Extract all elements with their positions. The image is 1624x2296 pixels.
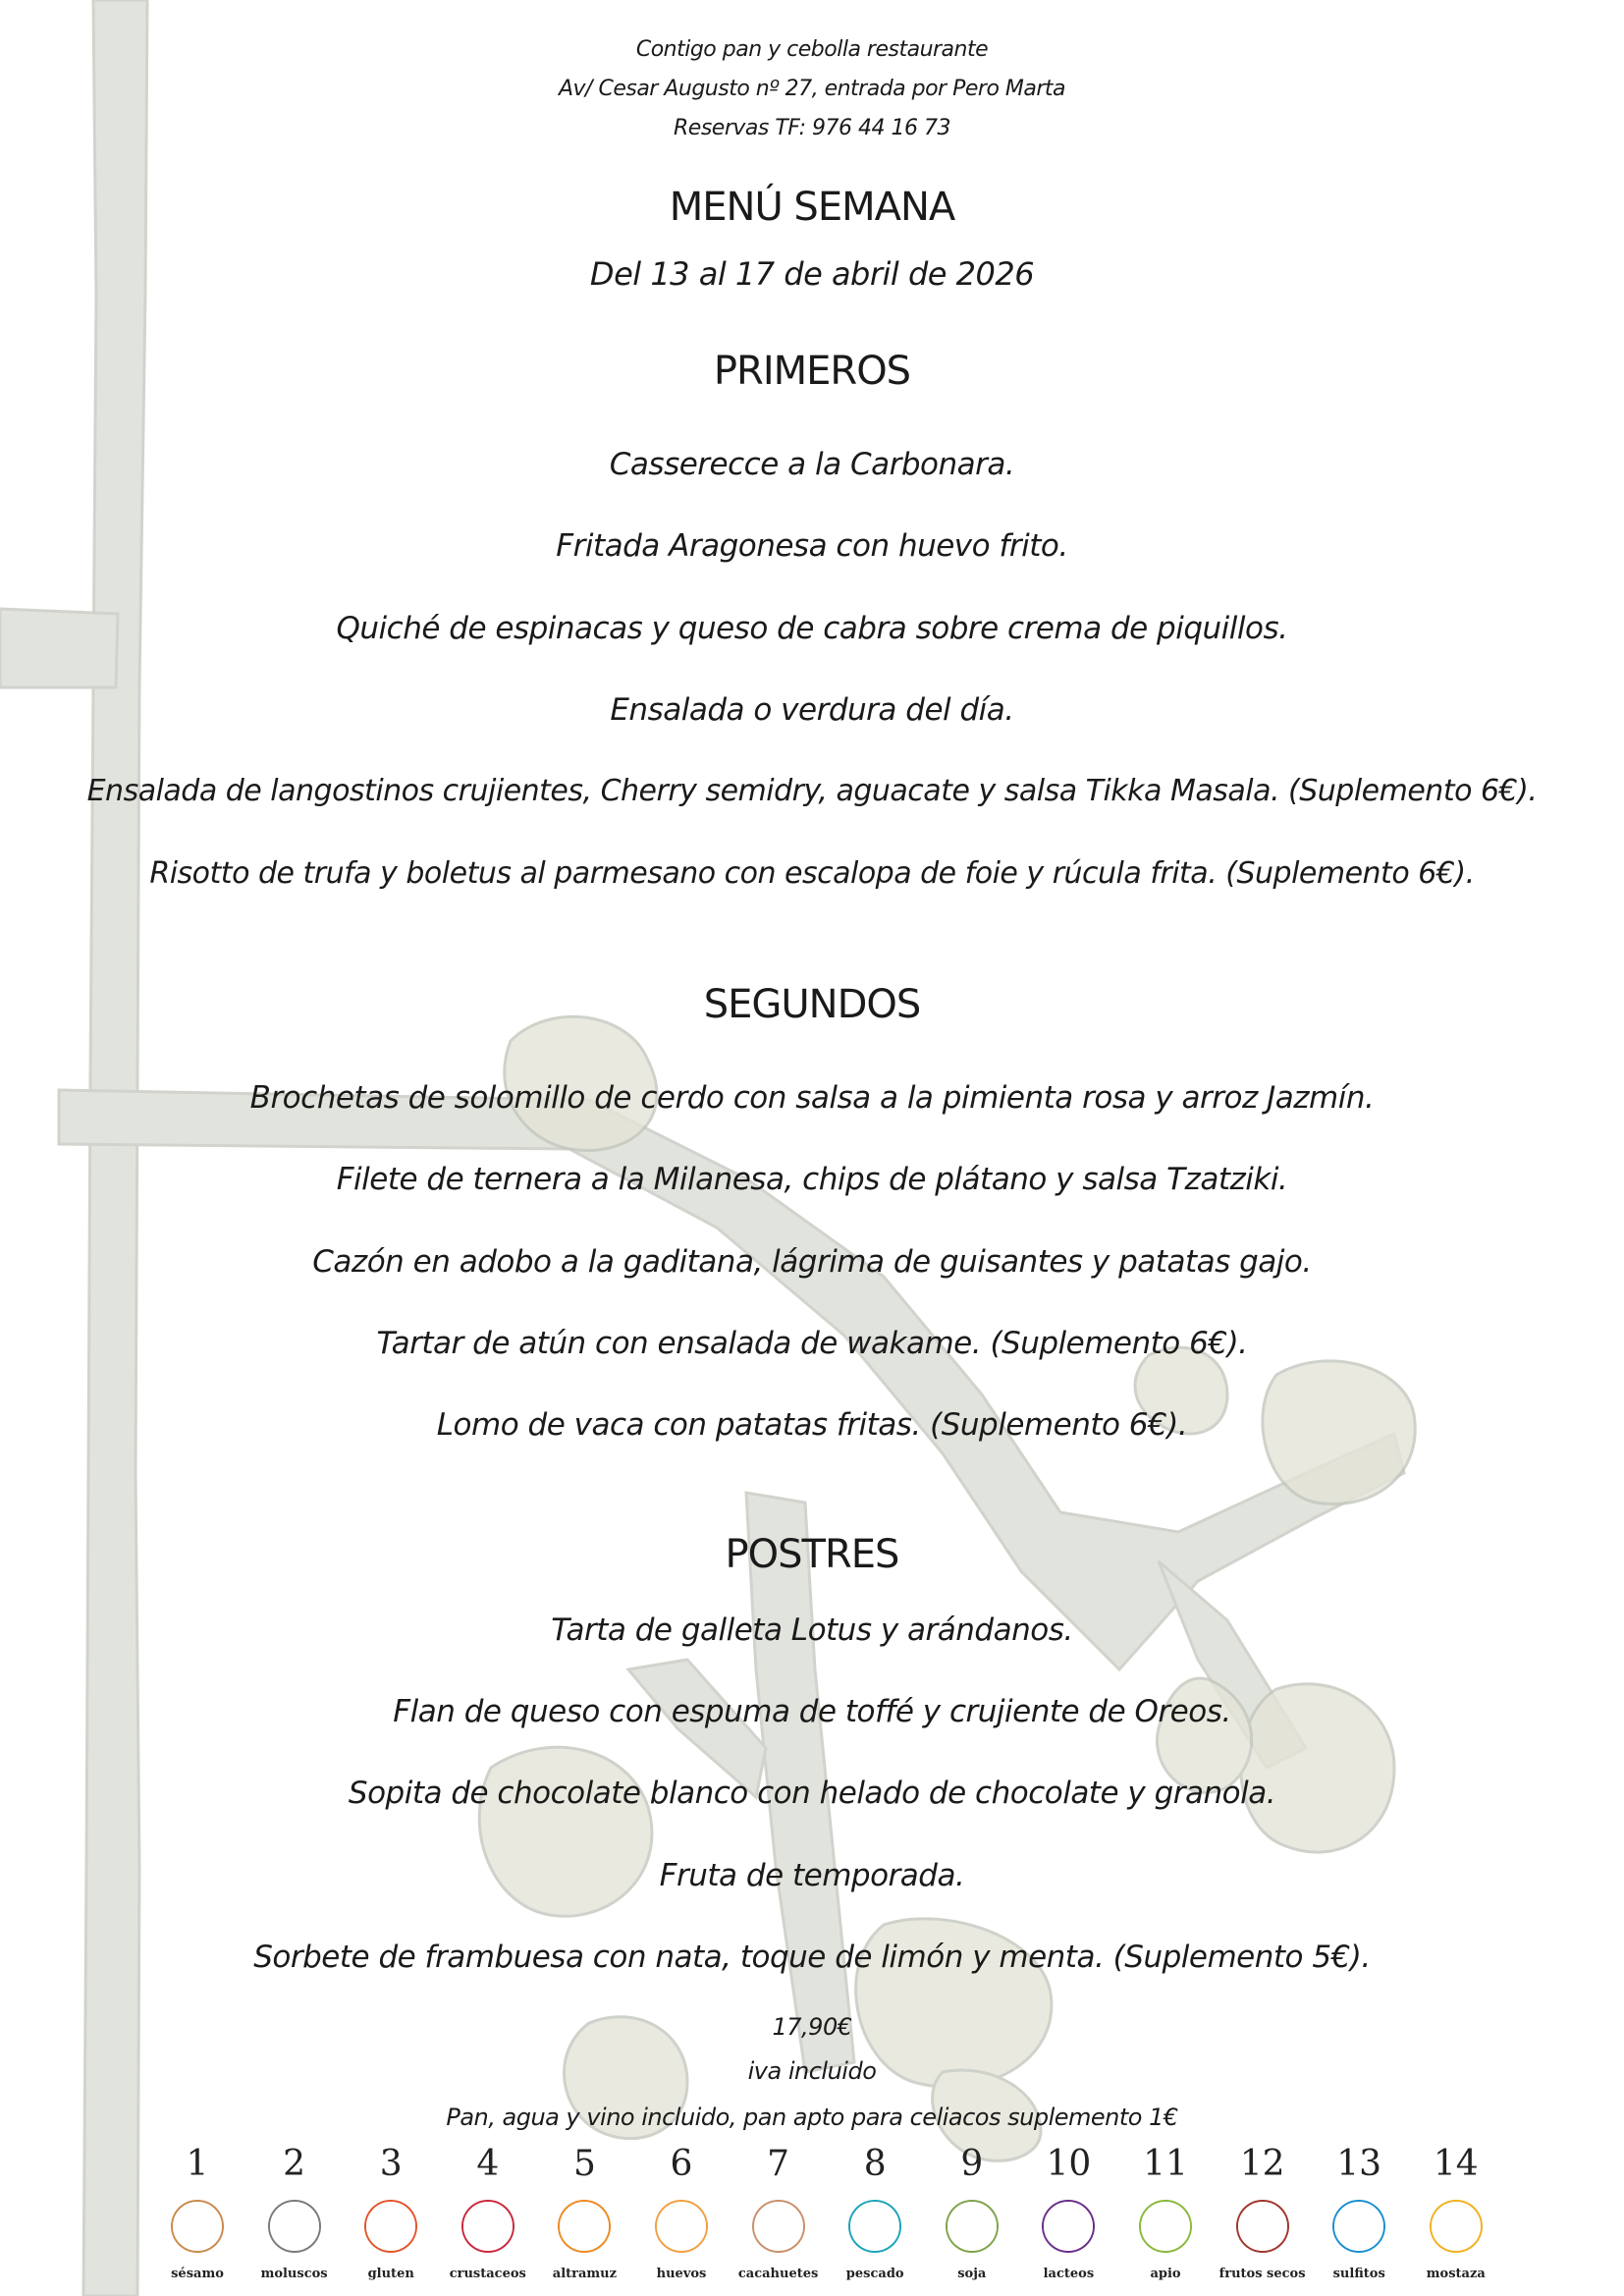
allergen-item — [536, 2145, 632, 2281]
allergen-number: 5 — [572, 2144, 596, 2184]
allergen-number: 13 — [1336, 2144, 1382, 2184]
milk-icon: ▮ — [1044, 2202, 1093, 2251]
allergen-number: 1 — [186, 2144, 209, 2184]
page-title: MENÚ SEMANA — [669, 185, 955, 230]
menu-price: 17,90€ — [772, 2013, 852, 2041]
allergen-number: 6 — [670, 2144, 693, 2184]
crab-icon: ✺ — [463, 2202, 513, 2251]
dish-item: Quiché de espinacas y queso de cabra sobre crema de piquillos. — [336, 611, 1288, 646]
sesame-icon: ∴ — [173, 2202, 222, 2251]
fish-icon: ≻ — [850, 2202, 899, 2251]
dish-item: Ensalada o verdura del día. — [610, 692, 1014, 728]
allergen-label: lacteos — [1043, 2267, 1095, 2281]
dish-item: Tartar de atún con ensalada de wakame. (Suplemento 6€). — [376, 1326, 1248, 1361]
section-heading-segundos: SEGUNDOS — [703, 982, 921, 1027]
allergen-item — [1311, 2145, 1407, 2281]
allergen-item — [246, 2145, 343, 2281]
allergen-label: gluten — [367, 2267, 414, 2281]
tax-note: iva incluido — [747, 2057, 877, 2085]
nuts-icon: ● — [1238, 2202, 1287, 2251]
peanut-icon: ∞ — [754, 2202, 803, 2251]
allergen-number: 11 — [1143, 2144, 1188, 2184]
allergen-number: 2 — [283, 2144, 306, 2184]
dish-item: Flan de queso con espuma de toffé y crujiente de Oreos. — [393, 1694, 1231, 1729]
allergen-item — [149, 2145, 245, 2281]
allergen-label: altramuz — [552, 2267, 617, 2281]
dish-item: Lomo de vaca con patatas fritas. (Suplemento 6€). — [436, 1407, 1188, 1443]
allergen-label: crustaceos — [449, 2267, 526, 2281]
wheat-icon: ✾ — [366, 2202, 415, 2251]
celery-icon: ⸙ — [1141, 2202, 1190, 2251]
allergen-item — [1020, 2145, 1116, 2281]
dish-item: Filete de ternera a la Milanesa, chips de plátano y salsa Tzatziki. — [336, 1162, 1288, 1197]
allergen-number: 7 — [767, 2144, 790, 2184]
allergen-label: soja — [957, 2267, 987, 2281]
allergen-number: 4 — [476, 2144, 500, 2184]
allergen-label: pescado — [845, 2267, 904, 2281]
extras-note: Pan, agua y vino incluido, pan apto para celiacos suplemento 1€ — [446, 2104, 1178, 2131]
allergen-number: 12 — [1239, 2144, 1285, 2184]
lupin-icon: ❀ — [560, 2202, 609, 2251]
sulphites-icon: ▭ — [1334, 2202, 1383, 2251]
allergen-item — [827, 2145, 923, 2281]
allergen-item — [1215, 2145, 1311, 2281]
soy-icon: ❦ — [947, 2202, 997, 2251]
dish-item: Risotto de trufa y boletus al parmesano con escalopa de foie y rúcula frita. (Suplemento 6€). — [149, 856, 1475, 891]
dish-item: Fritada Aragonesa con huevo frito. — [556, 528, 1068, 564]
reservations-phone: Reservas TF: 976 44 16 73 — [674, 116, 950, 140]
dish-item: Casserecce a la Carbonara. — [609, 447, 1015, 482]
allergen-label: sésamo — [171, 2267, 224, 2281]
section-heading-postres: POSTRES — [725, 1532, 899, 1577]
allergen-number: 9 — [960, 2144, 984, 2184]
allergen-label: sulfitos — [1332, 2267, 1385, 2281]
dish-item: Cazón en adobo a la gaditana, lágrima de guisantes y patatas gajo. — [312, 1244, 1312, 1280]
allergen-number: 10 — [1046, 2144, 1092, 2184]
allergen-label: frutos secos — [1218, 2267, 1306, 2281]
allergen-item — [440, 2145, 536, 2281]
mustard-icon: ⁄ — [1432, 2202, 1481, 2251]
allergen-number: 14 — [1433, 2144, 1479, 2184]
allergen-item — [1117, 2145, 1214, 2281]
dish-item: Fruta de temporada. — [659, 1858, 965, 1893]
allergen-label: moluscos — [260, 2267, 328, 2281]
allergen-label: cacahuetes — [737, 2267, 819, 2281]
restaurant-address: Av/ Cesar Augusto nº 27, entrada por Pero Marta — [558, 77, 1066, 101]
mollusc-icon: ◉ — [270, 2202, 319, 2251]
allergen-item — [1408, 2145, 1504, 2281]
allergen-item — [924, 2145, 1020, 2281]
allergen-number: 3 — [379, 2144, 403, 2184]
dish-item: Tarta de galleta Lotus y arándanos. — [551, 1613, 1073, 1648]
allergen-label: mostaza — [1426, 2267, 1486, 2281]
menu-dates: Del 13 al 17 de abril de 2026 — [589, 255, 1035, 293]
dish-item: Brochetas de solomillo de cerdo con salsa a la pimienta rosa y arroz Jazmín. — [249, 1080, 1375, 1116]
allergen-item — [731, 2145, 827, 2281]
dish-item: Ensalada de langostinos crujientes, Cherry semidry, aguacate y salsa Tikka Masala. (Suplemento 6€). — [86, 774, 1538, 808]
allergen-label: huevos — [656, 2267, 707, 2281]
allergen-label: apio — [1150, 2267, 1181, 2281]
restaurant-name: Contigo pan y cebolla restaurante — [635, 37, 989, 62]
egg-icon: ⬮ — [657, 2202, 706, 2251]
allergen-item — [343, 2145, 439, 2281]
section-heading-primeros: PRIMEROS — [713, 349, 911, 394]
dish-item: Sorbete de frambuesa con nata, toque de limón y menta. (Suplemento 5€). — [253, 1940, 1371, 1975]
allergen-item — [633, 2145, 730, 2281]
allergen-number: 8 — [863, 2144, 887, 2184]
dish-item: Sopita de chocolate blanco con helado de chocolate y granola. — [348, 1776, 1276, 1811]
